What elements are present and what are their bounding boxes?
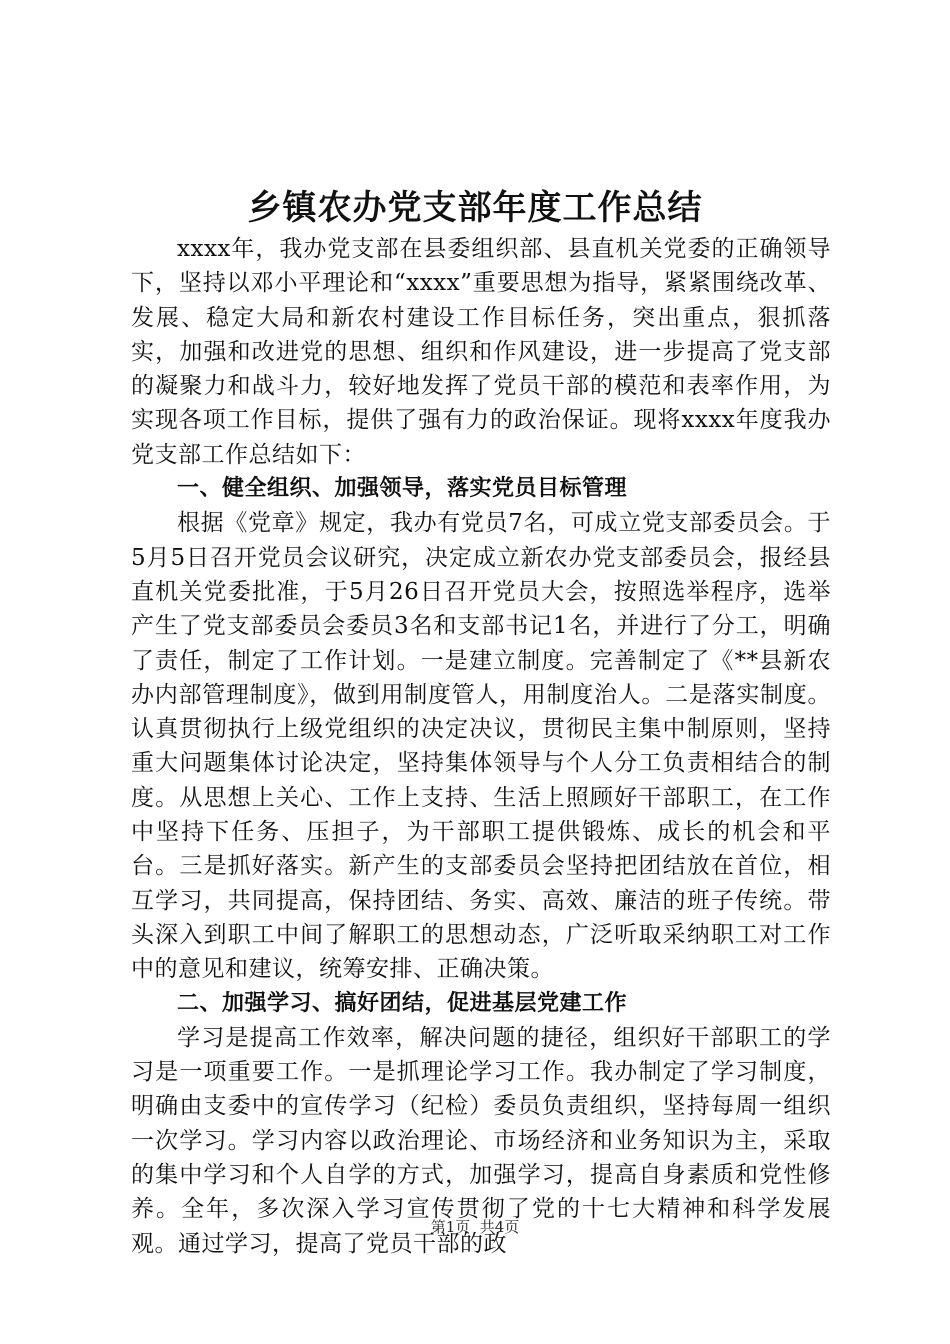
section-1-paragraph: 根据《党章》规定，我办有党员7名，可成立党支部委员会。于5月5日召开党员会议研究，决定成立新农办党支部委员会，报经县直机关党委批准，于5月26日召开党员大会，按照选举程序，选举产生了党支部委员会委员3名和支部书记1名，并进行了分工，明确了责任，制定了工作计划。一是建立制度。完善制定了《**县新农办内部管理制度》，做到用制度管人，用制度治人。二是落实制度。认真贯彻执行上级党组织的决定决议，贯彻民主集中制原则，坚持重大问题集体讨论决定，坚持集体领导与个人分工负责相结合的制度。从思想上关心、工作上支持、生活上照顾好干部职工，在工作中坚持下任务、压担子，为干部职工提供锻炼、成长的机会和平台。三是抓好落实。新产生的支部委员会坚持把团结放在首位，相互学习，共同提高，保持团结、务实、高效、廉洁的班子传统。带头深入到职工中间了解职工的思想动态，广泛听取采纳职工对工作中的意见和建议，统筹安排、正确决策。 [131,510,831,983]
page-number: 第1页 共4页 [430,1218,520,1236]
page-footer [0,1216,950,1237]
document-title: 乡镇农办党支部年度工作总结 [247,188,703,228]
section-2-heading: 二、加强学习、搞好团结，促进基层党建工作 [177,990,628,1016]
section-1-heading: 一、健全组织、加强领导，落实党员目标管理 [177,476,628,502]
section-2-paragraph: 学习是提高工作效率，解决问题的捷径，组织好干部职工的学习是一项重要工作。一是抓理论学习工作。我办制定了学习制度，明确由支委中的宣传学习（纪检）委员负责组织，坚持每周一组织一次学习。学习内容以政治理论、市场经济和业务知识为主，采取的集中学习和个人自学的方式，加强学习，提高自身素质和党性修养。全年，多次深入学习宣传贯彻了党的十七大精神和科学发展观。通过学习，提高了党员干部的政 [131,1024,831,1257]
intro-paragraph: xxxx年，我办党支部在县委组织部、县直机关党委的正确领导下，坚持以邓小平理论和“xxxx”重要思想为指导，紧紧围绕改革、发展、稳定大局和新农村建设工作目标任务，突出重点，狠抓落实，加强和改进党的思想、组织和作风建设，进一步提高了党支部的凝聚力和战斗力，较好地发挥了党员干部的模范和表率作用，为实现各项工作目标，提供了强有力的政治保证。现将xxxx年度我办党支部工作总结如下： [131,236,831,468]
document-body [131,232,831,1261]
